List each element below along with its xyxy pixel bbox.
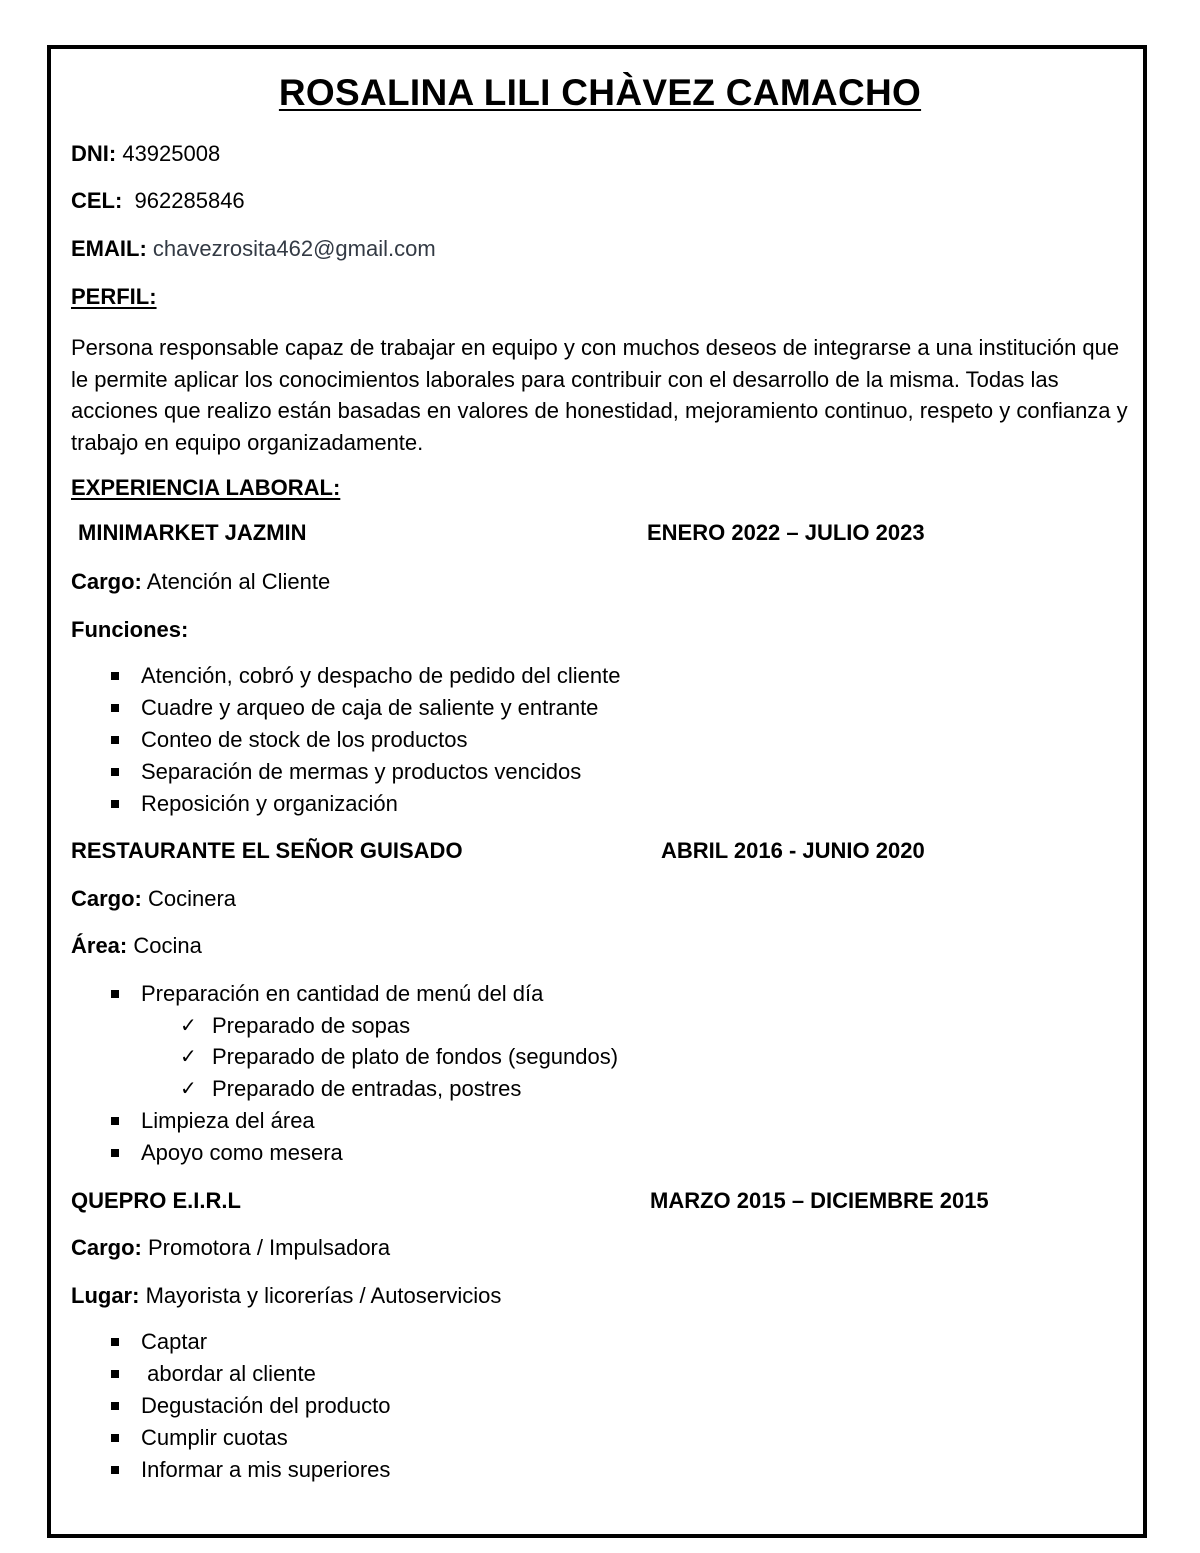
candidate-name: ROSALINA LILI CHÀVEZ CAMACHO bbox=[278, 72, 922, 113]
cel-value: 962285846 bbox=[122, 188, 245, 213]
perfil-text: Persona responsable capaz de trabajar en equipo y con muchos deseos de integrarse a una institución que le permite aplicar los conocimientos laborales para contribuir con el desarrollo de la misma. Todas las acciones que realizo están basadas en valores de honestidad, mejoramiento continuo, respeto y confianza y trabajo en equipo organizadamente. bbox=[71, 335, 1128, 455]
list-item: Separación de mermas y productos vencidos bbox=[141, 759, 582, 784]
list-item: Cumplir cuotas bbox=[141, 1425, 288, 1450]
list-item: Informar a mis superiores bbox=[141, 1457, 391, 1482]
job-dates: ENERO 2022 – JULIO 2023 bbox=[647, 520, 925, 545]
perfil-heading: PERFIL: bbox=[71, 284, 157, 309]
sub-list-item: Preparado de entradas, postres bbox=[212, 1076, 522, 1101]
email-line bbox=[71, 236, 436, 262]
lugar-label: Lugar: bbox=[71, 1283, 140, 1308]
bullet-icon bbox=[111, 1434, 119, 1442]
job-dates: MARZO 2015 – DICIEMBRE 2015 bbox=[650, 1188, 989, 1213]
job-company: QUEPRO E.I.R.L bbox=[71, 1188, 241, 1213]
cargo-label: Cargo: bbox=[71, 569, 142, 594]
dni-value: 43925008 bbox=[116, 141, 221, 166]
bullet-icon bbox=[111, 736, 119, 744]
job-cargo bbox=[71, 886, 236, 912]
sub-list-item: Preparado de sopas bbox=[212, 1013, 411, 1038]
checkmark-icon: ✓ bbox=[180, 1078, 197, 1100]
area-value: Cocina bbox=[127, 933, 202, 958]
bullet-icon bbox=[111, 1149, 119, 1157]
experiencia-heading: EXPERIENCIA LABORAL: bbox=[71, 475, 341, 500]
bullet-icon bbox=[111, 800, 119, 808]
cel-label: CEL: bbox=[71, 188, 123, 213]
job-company: MINIMARKET JAZMIN bbox=[78, 520, 307, 545]
cargo-value: Atención al Cliente bbox=[141, 569, 331, 594]
bullet-icon bbox=[111, 990, 119, 998]
job-cargo bbox=[71, 569, 330, 595]
bullet-icon bbox=[111, 1338, 119, 1346]
list-item: Reposición y organización bbox=[141, 791, 398, 816]
sub-list-item: Preparado de plato de fondos (segundos) bbox=[212, 1044, 619, 1069]
cargo-label: Cargo: bbox=[71, 1235, 142, 1260]
job-area bbox=[71, 933, 202, 959]
list-item: Captar bbox=[141, 1329, 208, 1354]
list-item: Conteo de stock de los productos bbox=[141, 727, 468, 752]
job-dates: ABRIL 2016 - JUNIO 2020 bbox=[661, 838, 925, 863]
dni-label: DNI: bbox=[71, 141, 117, 166]
checkmark-icon: ✓ bbox=[180, 1015, 197, 1037]
job-cargo bbox=[71, 1235, 390, 1261]
list-item: Apoyo como mesera bbox=[141, 1140, 343, 1165]
email-value: chavezrosita462@gmail.com bbox=[146, 236, 436, 261]
list-item: Cuadre y arqueo de caja de saliente y entrante bbox=[141, 695, 599, 720]
cargo-value: Promotora / Impulsadora bbox=[141, 1235, 391, 1260]
bullet-icon bbox=[111, 1466, 119, 1474]
list-item: Preparación en cantidad de menú del día bbox=[141, 981, 544, 1006]
list-item: Limpieza del área bbox=[141, 1108, 315, 1133]
bullet-icon bbox=[111, 704, 119, 712]
cel-line bbox=[71, 188, 245, 214]
job-company: RESTAURANTE EL SEÑOR GUISADO bbox=[71, 838, 463, 863]
lugar-value: Mayorista y licorerías / Autoservicios bbox=[139, 1283, 502, 1308]
list-item: abordar al cliente bbox=[141, 1361, 316, 1386]
bullet-icon bbox=[111, 1117, 119, 1125]
email-label: EMAIL: bbox=[71, 236, 147, 261]
list-item: Atención, cobró y despacho de pedido del cliente bbox=[141, 663, 621, 688]
funciones-label: Funciones: bbox=[71, 617, 189, 642]
bullet-icon bbox=[111, 1370, 119, 1378]
job-lugar bbox=[71, 1283, 501, 1309]
area-label: Área: bbox=[71, 933, 128, 958]
list-item: Degustación del producto bbox=[141, 1393, 391, 1418]
cargo-label: Cargo: bbox=[71, 886, 142, 911]
cargo-value: Cocinera bbox=[141, 886, 237, 911]
bullet-icon bbox=[111, 1402, 119, 1410]
bullet-icon bbox=[111, 672, 119, 680]
dni-line bbox=[71, 141, 220, 167]
bullet-icon bbox=[111, 768, 119, 776]
checkmark-icon: ✓ bbox=[180, 1046, 197, 1068]
